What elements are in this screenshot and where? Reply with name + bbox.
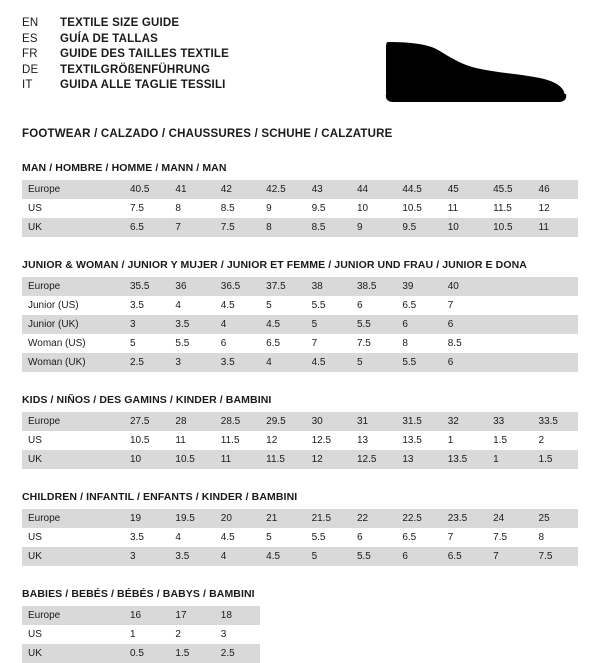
- cell: 5.5: [311, 531, 326, 543]
- cell: 4.5: [220, 299, 235, 311]
- cell: 8.5: [447, 337, 462, 349]
- cell: 6.5: [266, 337, 281, 349]
- cell: 5: [351, 353, 396, 372]
- cell: 11.5: [260, 450, 305, 469]
- cell: 3.5: [130, 299, 144, 311]
- language-code: IT: [22, 79, 33, 91]
- cell: [533, 277, 578, 296]
- cell: 9: [266, 202, 272, 214]
- cell-empty: [306, 625, 351, 644]
- language-code: EN: [22, 17, 39, 29]
- language-row: [22, 47, 229, 63]
- cell: 6: [442, 353, 487, 372]
- cell: 11: [175, 434, 186, 446]
- cell: 8: [538, 531, 545, 543]
- cell: 5: [306, 315, 351, 334]
- cell: 45: [442, 180, 487, 199]
- row-label: Europe: [22, 180, 124, 199]
- cell: 7.5: [533, 547, 578, 566]
- cell: 8.5: [220, 202, 235, 214]
- cell-empty: [396, 644, 441, 663]
- language-code: DE: [22, 63, 39, 76]
- cell: 31.5: [396, 412, 441, 431]
- cell-empty: [260, 644, 305, 663]
- cell: 9.5: [396, 218, 441, 237]
- cell: 9.5: [311, 202, 326, 214]
- cell-empty: [487, 644, 532, 663]
- cell: 28: [169, 412, 214, 431]
- cell: 10.5: [487, 218, 532, 237]
- language-code: ES: [22, 32, 38, 45]
- cell: 12: [538, 202, 550, 214]
- cell: 5: [266, 299, 272, 311]
- cell: [487, 296, 532, 315]
- row-label: UK: [22, 218, 124, 237]
- cell: [487, 277, 532, 296]
- cell: 46: [533, 180, 578, 199]
- cell: 8: [175, 202, 181, 214]
- cell: 3.5: [169, 547, 214, 566]
- row-label: UK: [22, 547, 124, 566]
- cell: 7.5: [356, 337, 371, 349]
- cell: 6: [220, 337, 227, 349]
- cell: 4: [215, 547, 260, 566]
- cell: 10: [442, 218, 487, 237]
- cell: 8: [402, 337, 408, 349]
- cell: 19: [124, 509, 169, 528]
- cell: 45.5: [487, 180, 532, 199]
- cell: 7: [487, 547, 532, 566]
- cell: 6.5: [402, 531, 417, 543]
- cell: 21.5: [306, 509, 351, 528]
- cell: 8.5: [306, 218, 351, 237]
- cell: 6.5: [442, 547, 487, 566]
- cell: 11: [215, 450, 260, 469]
- cell: 6: [442, 315, 487, 334]
- cell: 20: [215, 509, 260, 528]
- cell: 0.5: [124, 644, 169, 663]
- cell: 18: [215, 606, 260, 625]
- cell: 3: [169, 353, 214, 372]
- cell: 25: [533, 509, 578, 528]
- cell: 40.5: [124, 180, 169, 199]
- cell: 10: [356, 202, 369, 214]
- cell-empty: [533, 606, 578, 625]
- cell-empty: [396, 625, 441, 644]
- table-row: [22, 625, 578, 644]
- group-title: JUNIOR & WOMAN / JUNIOR Y MUJER / JUNIOR ET FEMME / JUNIOR UND FRAU / JUNIOR E DONA: [22, 259, 527, 271]
- cell: 23.5: [442, 509, 487, 528]
- table-row: [22, 528, 578, 547]
- table-row: [22, 606, 578, 625]
- cell: 28.5: [215, 412, 260, 431]
- language-title: GUIDA ALLE TAGLIE TESSILI: [60, 79, 226, 91]
- language-title: TEXTILGRÖßENFÜHRUNG: [60, 63, 211, 76]
- group-children: [22, 491, 578, 566]
- cell: 27.5: [124, 412, 169, 431]
- cell: 37.5: [260, 277, 305, 296]
- cell: 22: [351, 509, 396, 528]
- cell: 7.5: [130, 202, 144, 214]
- cell: 4: [175, 531, 181, 543]
- cell: 1.5: [169, 644, 214, 663]
- row-label: Woman (US): [28, 337, 86, 349]
- row-label: Europe: [22, 277, 124, 296]
- group-title: MAN / HOMBRE / HOMME / MANN / MAN: [22, 162, 227, 174]
- cell: 43: [306, 180, 351, 199]
- cell: 4.5: [220, 531, 235, 543]
- cell: 4: [260, 353, 305, 372]
- cell: 32: [442, 412, 487, 431]
- table-row: [22, 450, 578, 469]
- table-row: [22, 180, 578, 199]
- cell: 11.5: [220, 434, 240, 446]
- cell: 3: [220, 628, 227, 640]
- cell: 4: [175, 299, 181, 311]
- cell: 6: [396, 315, 441, 334]
- cell: 4.5: [260, 547, 305, 566]
- cell-empty: [442, 644, 487, 663]
- cell: 11.5: [493, 202, 512, 214]
- cell: 5.5: [351, 315, 396, 334]
- cell-empty: [396, 606, 441, 625]
- language-row: [22, 63, 229, 79]
- cell: 5: [306, 547, 351, 566]
- cell-empty: [260, 606, 305, 625]
- row-label: Europe: [22, 509, 124, 528]
- cell: 17: [169, 606, 214, 625]
- size-table-children: [22, 509, 578, 566]
- cell: 13: [356, 434, 369, 446]
- group-title: BABIES / BEBÉS / BÉBÉS / BABYS / BAMBINI: [22, 588, 255, 600]
- cell-empty: [442, 625, 487, 644]
- table-row: [22, 547, 578, 566]
- cell: 7.5: [215, 218, 260, 237]
- language-title: TEXTILE SIZE GUIDE: [60, 17, 180, 29]
- cell: 1: [487, 450, 532, 469]
- cell: [533, 296, 578, 315]
- cell-empty: [351, 625, 396, 644]
- language-row: [22, 78, 229, 94]
- table-row: [22, 509, 578, 528]
- cell: 3.5: [169, 315, 214, 334]
- cell: 42.5: [260, 180, 305, 199]
- cell: 2.5: [124, 353, 169, 372]
- cell: 1: [447, 434, 454, 446]
- document-header: [22, 16, 578, 114]
- cell: 7: [169, 218, 214, 237]
- cell: 11: [447, 202, 459, 214]
- cell: 35.5: [124, 277, 169, 296]
- group-junior-woman: [22, 259, 578, 372]
- language-title-list: [22, 16, 229, 94]
- row-label: Junior (US): [28, 299, 79, 311]
- cell: 3.5: [130, 531, 144, 543]
- cell: [487, 353, 532, 372]
- cell: 2.5: [215, 644, 260, 663]
- cell: 36.5: [215, 277, 260, 296]
- table-row: [22, 199, 578, 218]
- table-row: [22, 296, 578, 315]
- cell: 30: [306, 412, 351, 431]
- cell: [487, 334, 532, 353]
- cell: 16: [124, 606, 169, 625]
- table-row: [22, 353, 578, 372]
- cell: 2: [175, 628, 181, 640]
- group-babies: [22, 588, 578, 663]
- cell: 40: [442, 277, 487, 296]
- table-row: [22, 431, 578, 450]
- row-label: US: [28, 434, 42, 446]
- cell: 6: [356, 531, 363, 543]
- cell: 6: [396, 547, 441, 566]
- cell: 44: [351, 180, 396, 199]
- footwear-section-title: FOOTWEAR / CALZADO / CHAUSSURES / SCHUHE / CALZATURE: [22, 128, 393, 140]
- cell: 1.5: [533, 450, 578, 469]
- cell: 8: [260, 218, 305, 237]
- cell: 9: [351, 218, 396, 237]
- cell: 2: [538, 434, 545, 446]
- cell: 12: [306, 450, 351, 469]
- cell: 3: [124, 547, 169, 566]
- table-row: [22, 334, 578, 353]
- cell: 10.5: [402, 202, 422, 214]
- cell: 6: [356, 299, 363, 311]
- language-title: GUIDE DES TAILLES TEXTILE: [60, 48, 229, 60]
- cell: 24: [487, 509, 532, 528]
- cell: 10: [124, 450, 169, 469]
- cell-empty: [487, 625, 532, 644]
- cell: [487, 315, 532, 334]
- cell-empty: [533, 644, 578, 663]
- cell: 13: [396, 450, 441, 469]
- cell: 38.5: [351, 277, 396, 296]
- cell: 21: [260, 509, 305, 528]
- cell-empty: [260, 625, 305, 644]
- cell: 13.5: [402, 434, 422, 446]
- language-code: FR: [22, 48, 38, 60]
- row-label: UK: [22, 450, 124, 469]
- row-label: Europe: [22, 412, 124, 431]
- cell: 10.5: [130, 434, 150, 446]
- group-kids: [22, 394, 578, 469]
- cell: 39: [396, 277, 441, 296]
- cell: [533, 334, 578, 353]
- cell: 5.5: [396, 353, 441, 372]
- cell-empty: [306, 606, 351, 625]
- cell: 33.5: [533, 412, 578, 431]
- group-title: CHILDREN / INFANTIL / ENFANTS / KINDER / BAMBINI: [22, 491, 298, 503]
- row-label: US: [28, 202, 42, 214]
- cell: 1: [130, 628, 136, 640]
- cell-empty: [442, 606, 487, 625]
- language-title: GUÍA DE TALLAS: [60, 32, 158, 45]
- cell: 33: [487, 412, 532, 431]
- cell: 7.5: [493, 531, 508, 543]
- dress-shoe-icon: [380, 34, 570, 114]
- row-label: UK: [22, 644, 124, 663]
- cell: 22.5: [396, 509, 441, 528]
- cell: 6.5: [124, 218, 169, 237]
- cell: 12: [266, 434, 278, 446]
- cell: 13.5: [442, 450, 487, 469]
- cell: 7: [447, 299, 454, 311]
- size-table-kids: [22, 412, 578, 469]
- row-label: Woman (UK): [22, 353, 124, 372]
- size-table-babies: [22, 606, 578, 663]
- cell: 4.5: [260, 315, 305, 334]
- cell-empty: [306, 644, 351, 663]
- row-label: US: [28, 628, 42, 640]
- cell: 42: [215, 180, 260, 199]
- language-row: [22, 16, 229, 32]
- cell: 7: [447, 531, 454, 543]
- cell: [533, 315, 578, 334]
- cell: 41: [169, 180, 214, 199]
- cell: 5: [130, 337, 136, 349]
- cell: 10.5: [169, 450, 214, 469]
- cell: 1.5: [493, 434, 508, 446]
- cell: 5.5: [351, 547, 396, 566]
- cell-empty: [351, 644, 396, 663]
- cell: 44.5: [396, 180, 441, 199]
- cell: 38: [306, 277, 351, 296]
- size-table-man: [22, 180, 578, 237]
- language-row: [22, 32, 229, 48]
- table-row: [22, 277, 578, 296]
- size-table-junior-woman: [22, 277, 578, 372]
- row-label: US: [28, 531, 42, 543]
- cell: 5.5: [311, 299, 326, 311]
- cell: 3.5: [215, 353, 260, 372]
- cell: 12.5: [311, 434, 332, 446]
- cell-empty: [487, 606, 532, 625]
- cell: 36: [169, 277, 214, 296]
- cell: 4.5: [306, 353, 351, 372]
- cell: 3: [124, 315, 169, 334]
- table-row: [22, 644, 578, 663]
- cell: 5.5: [175, 337, 190, 349]
- cell: 11: [533, 218, 578, 237]
- row-label: Europe: [22, 606, 124, 625]
- cell: 5: [266, 531, 272, 543]
- cell: [533, 353, 578, 372]
- group-title: KIDS / NIÑOS / DES GAMINS / KINDER / BAMBINI: [22, 394, 272, 406]
- cell: 29.5: [260, 412, 305, 431]
- group-man: [22, 162, 578, 237]
- language-title-body: [22, 16, 229, 94]
- cell: 7: [311, 337, 318, 349]
- cell: 19.5: [169, 509, 214, 528]
- table-row: [22, 315, 578, 334]
- table-row: [22, 412, 578, 431]
- cell-empty: [351, 606, 396, 625]
- cell: 4: [215, 315, 260, 334]
- cell: 12.5: [351, 450, 396, 469]
- table-row: [22, 218, 578, 237]
- cell: 31: [351, 412, 396, 431]
- row-label: Junior (UK): [22, 315, 124, 334]
- cell-empty: [533, 625, 578, 644]
- cell: 6.5: [402, 299, 417, 311]
